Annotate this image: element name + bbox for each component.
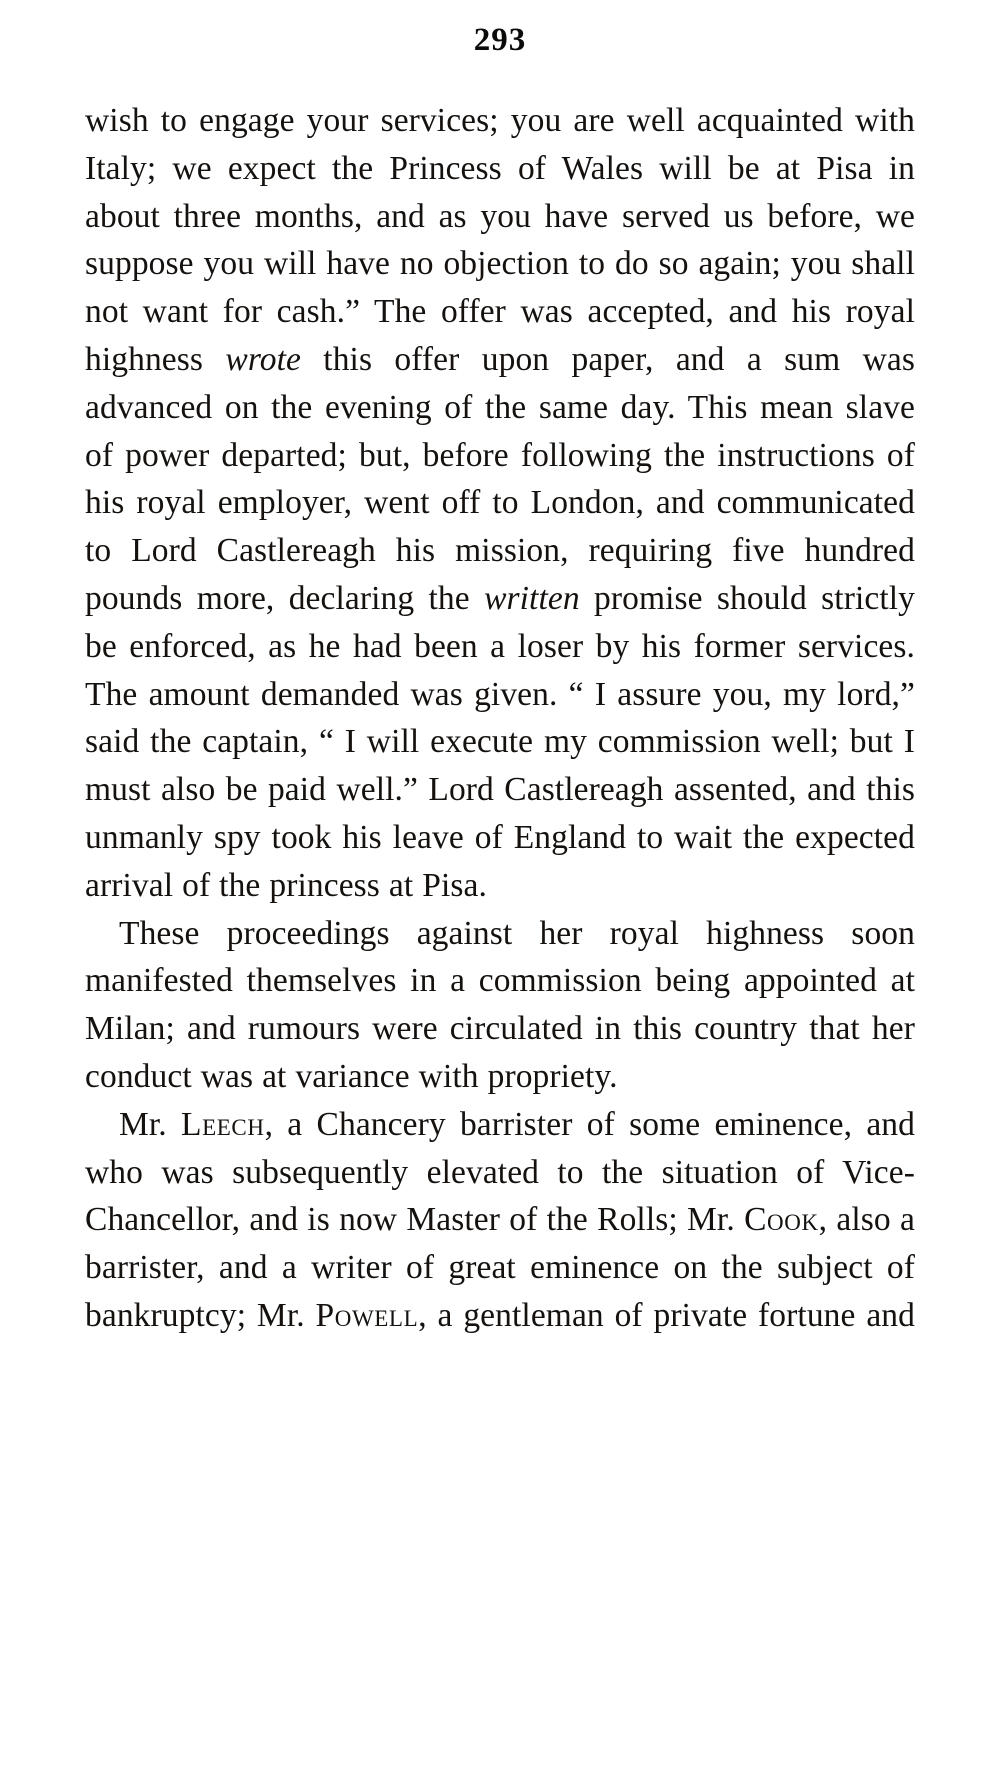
emphasized-word: written [484, 579, 580, 617]
text-run: These proceedings against her royal highness soon manifested themselves in a commission being appointed at Milan; and rumours were circulated in this country that her conduct was at variance with propriety. [85, 914, 915, 1095]
document-page [0, 22, 1000, 1777]
text-run: this offer upon paper, and a sum was advanced on the evening of the same day. This mean slave of power departed; but, before following the instructions of his royal employer, went off to London, and communicated to Lord Castlereagh his mission, requiring five hundred pounds more, declaring the [85, 340, 915, 617]
paragraph [85, 1101, 915, 1388]
text-run: , a gentleman of private fortune and [418, 1296, 915, 1334]
proper-name: Cook [744, 1201, 819, 1239]
emphasized-word: wrote [225, 340, 301, 378]
proper-name: Leech [181, 1105, 265, 1143]
text-run: , also a barrister, and a writer of great eminence on the subject of bankruptcy; Mr. [85, 1201, 915, 1334]
page-body-text [85, 59, 915, 1388]
text-run: wish to engage your services; you are well acquainted with Italy; we expect the Princess of Wales will be at Pisa in about three months, and as you have served us before, we suppose you will have no objection to do so again; you shall not want for cash.” The offer was accepted, and his royal highness [85, 102, 915, 378]
page-number: 293 [473, 22, 527, 58]
proper-name: Powell [315, 1296, 419, 1334]
text-run: Mr. [119, 1105, 182, 1143]
text-run: , a Chancery barrister of some eminence, and who was subsequently elevated to the situation of Vice-Chancellor, and is now Master of the Rolls; Mr. [85, 1105, 916, 1239]
text-run: promise should strictly be enforced, as he had been a loser by his former services. The amount demanded was given. “ I assure you, my lord,” said the captain, “ I will execute my commission well; but I must also be paid well.” Lord Castlereagh assented, and this unmanly spy took his leave of England to wait the expected arrival of the princess at Pisa. [85, 579, 916, 904]
paragraph [85, 910, 915, 1101]
paragraph [85, 97, 915, 910]
